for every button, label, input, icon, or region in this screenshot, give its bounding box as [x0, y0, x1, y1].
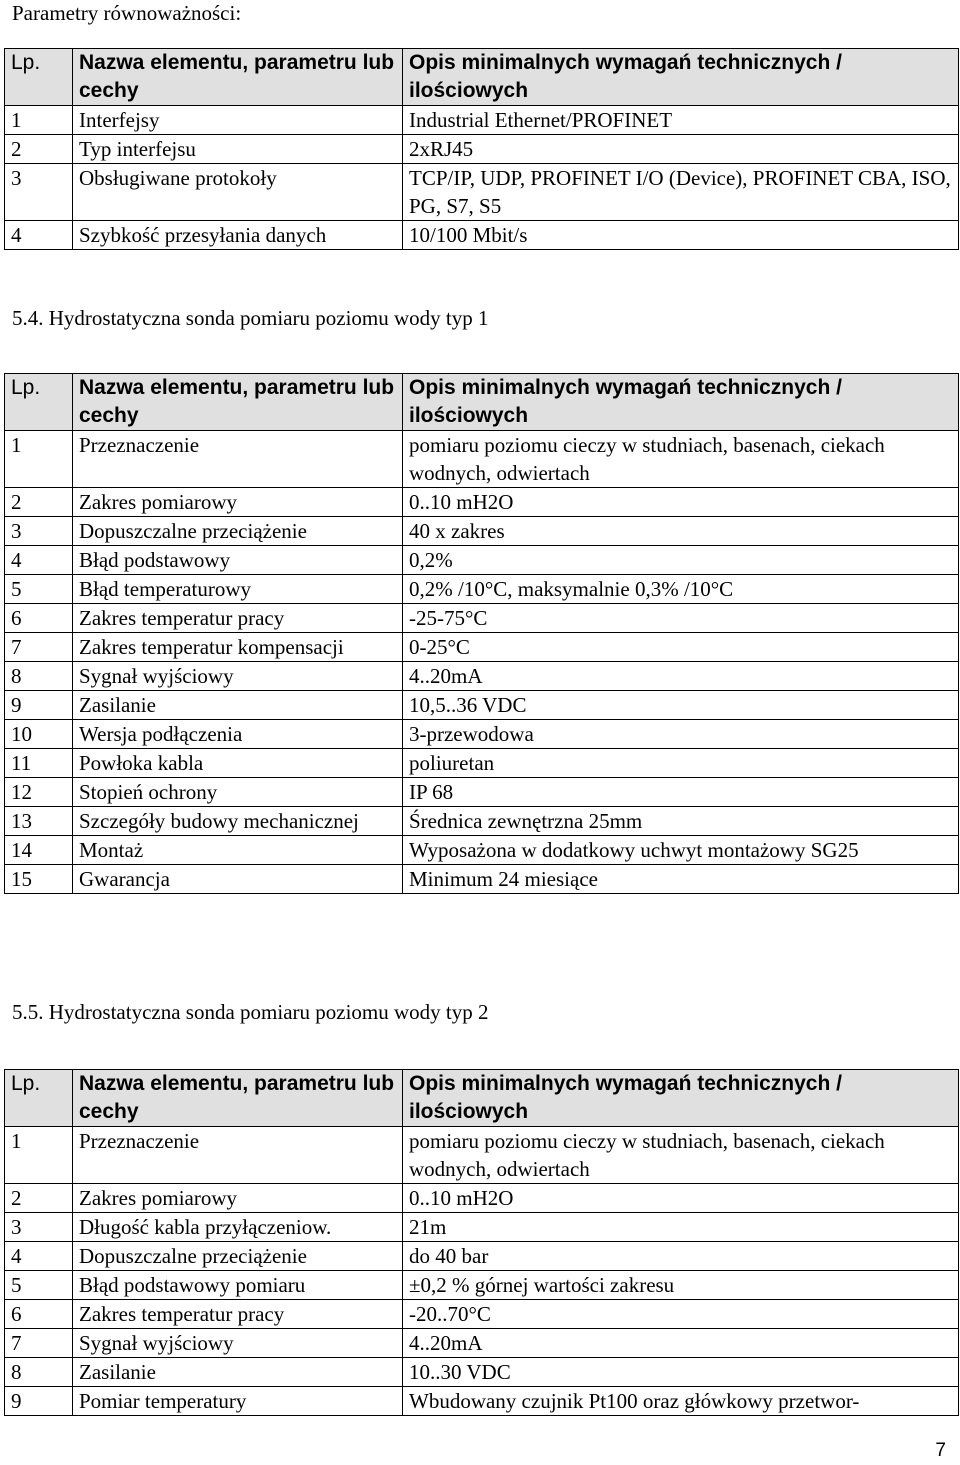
row-number: 9	[5, 1387, 73, 1416]
header-lp: Lp.	[5, 49, 73, 106]
row-number: 13	[5, 807, 73, 836]
table-row	[5, 749, 959, 778]
row-number: 4	[5, 1242, 73, 1271]
parameter-name: Sygnał wyjściowy	[73, 662, 403, 691]
table-row	[5, 135, 959, 164]
table-row	[5, 778, 959, 807]
section-heading-5-5: 5.5. Hydrostatyczna sonda pomiaru poziomu wody typ 2	[12, 1000, 489, 1024]
table-row	[5, 1242, 959, 1271]
parameter-description: 10,5..36 VDC	[403, 691, 959, 720]
parameter-description: 2xRJ45	[403, 135, 959, 164]
row-number: 7	[5, 633, 73, 662]
parameter-description: 0..10 mH2O	[403, 488, 959, 517]
parameter-name: Interfejsy	[73, 106, 403, 135]
parameter-name: Zasilanie	[73, 691, 403, 720]
parameter-name: Długość kabla przyłączeniow.	[73, 1213, 403, 1242]
header-name: Nazwa elementu, parametru lub cechy	[73, 374, 403, 431]
parameter-name: Szczegóły budowy mechanicznej	[73, 807, 403, 836]
parameter-description: -25-75°C	[403, 604, 959, 633]
parameter-description: 0,2%	[403, 546, 959, 575]
row-number: 2	[5, 1184, 73, 1213]
parameter-description: do 40 bar	[403, 1242, 959, 1271]
header-desc: Opis minimalnych wymagań technicznych / ilościowych	[403, 1070, 959, 1127]
row-number: 3	[5, 517, 73, 546]
parameter-name: Zakres temperatur pracy	[73, 604, 403, 633]
probe-type2-table	[4, 1069, 959, 1416]
parameter-name: Błąd temperaturowy	[73, 575, 403, 604]
table-row	[5, 431, 959, 488]
parameter-name: Zakres temperatur kompensacji	[73, 633, 403, 662]
parameter-description: IP 68	[403, 778, 959, 807]
parameter-name: Stopień ochrony	[73, 778, 403, 807]
table-row	[5, 1387, 959, 1416]
table-row	[5, 575, 959, 604]
table-row	[5, 488, 959, 517]
table-row	[5, 1329, 959, 1358]
table-row	[5, 1184, 959, 1213]
parameter-name: Pomiar temperatury	[73, 1387, 403, 1416]
table-body	[5, 374, 959, 894]
table-header-row	[5, 1070, 959, 1127]
parameter-name: Obsługiwane protokoły	[73, 164, 403, 221]
parameter-name: Typ interfejsu	[73, 135, 403, 164]
table-row	[5, 720, 959, 749]
row-number: 10	[5, 720, 73, 749]
header-lp: Lp.	[5, 374, 73, 431]
table-row	[5, 691, 959, 720]
parameter-description: 3-przewodowa	[403, 720, 959, 749]
parameter-name: Szybkość przesyłania danych	[73, 221, 403, 250]
parameter-description: 0,2% /10°C, maksymalnie 0,3% /10°C	[403, 575, 959, 604]
parameter-description: Wbudowany czujnik Pt100 oraz główkowy przetwor-	[403, 1387, 959, 1416]
table-header-row	[5, 374, 959, 431]
parameter-description: pomiaru poziomu cieczy w studniach, basenach, ciekach wodnych, odwiertach	[403, 1127, 959, 1184]
header-lp: Lp.	[5, 1070, 73, 1127]
parameter-description: 10/100 Mbit/s	[403, 221, 959, 250]
parameter-name: Gwarancja	[73, 865, 403, 894]
row-number: 5	[5, 575, 73, 604]
parameter-name: Przeznaczenie	[73, 431, 403, 488]
table-row	[5, 546, 959, 575]
page-number: 7	[935, 1440, 946, 1461]
table-body	[5, 49, 959, 250]
parameter-description: 0-25°C	[403, 633, 959, 662]
equivalence-table	[4, 48, 959, 250]
parameter-description: 0..10 mH2O	[403, 1184, 959, 1213]
parameter-description: Średnica zewnętrzna 25mm	[403, 807, 959, 836]
table-header-row	[5, 49, 959, 106]
parameter-name: Zasilanie	[73, 1358, 403, 1387]
table-row	[5, 106, 959, 135]
parameter-name: Zakres pomiarowy	[73, 488, 403, 517]
parameter-description: Minimum 24 miesiące	[403, 865, 959, 894]
parameter-description: -20..70°C	[403, 1300, 959, 1329]
table-row	[5, 1127, 959, 1184]
row-number: 1	[5, 106, 73, 135]
probe-type1-table	[4, 373, 959, 894]
parameter-name: Zakres pomiarowy	[73, 1184, 403, 1213]
header-name: Nazwa elementu, parametru lub cechy	[73, 49, 403, 106]
parameter-name: Przeznaczenie	[73, 1127, 403, 1184]
parameter-description: poliuretan	[403, 749, 959, 778]
table-row	[5, 1213, 959, 1242]
table-row	[5, 1271, 959, 1300]
row-number: 4	[5, 546, 73, 575]
parameter-description: ±0,2 % górnej wartości zakresu	[403, 1271, 959, 1300]
row-number: 2	[5, 488, 73, 517]
parameter-description: Wyposażona w dodatkowy uchwyt montażowy SG25	[403, 836, 959, 865]
parameter-description: TCP/IP, UDP, PROFINET I/O (Device), PROFINET CBA, ISO, PG, S7, S5	[403, 164, 959, 221]
table-row	[5, 517, 959, 546]
table-row	[5, 662, 959, 691]
parameter-name: Dopuszczalne przeciążenie	[73, 1242, 403, 1271]
parameter-name: Montaż	[73, 836, 403, 865]
table-row	[5, 1358, 959, 1387]
parameter-name: Powłoka kabla	[73, 749, 403, 778]
table-row	[5, 836, 959, 865]
header-name: Nazwa elementu, parametru lub cechy	[73, 1070, 403, 1127]
row-number: 9	[5, 691, 73, 720]
parameter-description: 21m	[403, 1213, 959, 1242]
section-heading-5-4: 5.4. Hydrostatyczna sonda pomiaru poziomu wody typ 1	[12, 306, 489, 330]
header-desc: Opis minimalnych wymagań technicznych / ilościowych	[403, 374, 959, 431]
row-number: 15	[5, 865, 73, 894]
parameter-description: 4..20mA	[403, 662, 959, 691]
table-row	[5, 221, 959, 250]
parameter-description: 40 x zakres	[403, 517, 959, 546]
table-row	[5, 807, 959, 836]
row-number: 2	[5, 135, 73, 164]
row-number: 8	[5, 1358, 73, 1387]
table-row	[5, 865, 959, 894]
row-number: 14	[5, 836, 73, 865]
table-row	[5, 164, 959, 221]
row-number: 12	[5, 778, 73, 807]
row-number: 6	[5, 604, 73, 633]
parameter-name: Dopuszczalne przeciążenie	[73, 517, 403, 546]
parameter-name: Błąd podstawowy	[73, 546, 403, 575]
row-number: 1	[5, 1127, 73, 1184]
row-number: 5	[5, 1271, 73, 1300]
intro-text: Parametry równoważności:	[12, 1, 242, 25]
row-number: 7	[5, 1329, 73, 1358]
table-row	[5, 633, 959, 662]
parameter-description: 10..30 VDC	[403, 1358, 959, 1387]
parameter-description: 4..20mA	[403, 1329, 959, 1358]
row-number: 1	[5, 431, 73, 488]
parameter-name: Zakres temperatur pracy	[73, 1300, 403, 1329]
row-number: 3	[5, 1213, 73, 1242]
header-desc: Opis minimalnych wymagań technicznych / ilościowych	[403, 49, 959, 106]
table-row	[5, 604, 959, 633]
row-number: 8	[5, 662, 73, 691]
parameter-name: Sygnał wyjściowy	[73, 1329, 403, 1358]
row-number: 4	[5, 221, 73, 250]
parameter-description: Industrial Ethernet/PROFINET	[403, 106, 959, 135]
table-body	[5, 1070, 959, 1416]
row-number: 3	[5, 164, 73, 221]
parameter-description: pomiaru poziomu cieczy w studniach, basenach, ciekach wodnych, odwiertach	[403, 431, 959, 488]
parameter-name: Błąd podstawowy pomiaru	[73, 1271, 403, 1300]
table-row	[5, 1300, 959, 1329]
row-number: 6	[5, 1300, 73, 1329]
row-number: 11	[5, 749, 73, 778]
parameter-name: Wersja podłączenia	[73, 720, 403, 749]
